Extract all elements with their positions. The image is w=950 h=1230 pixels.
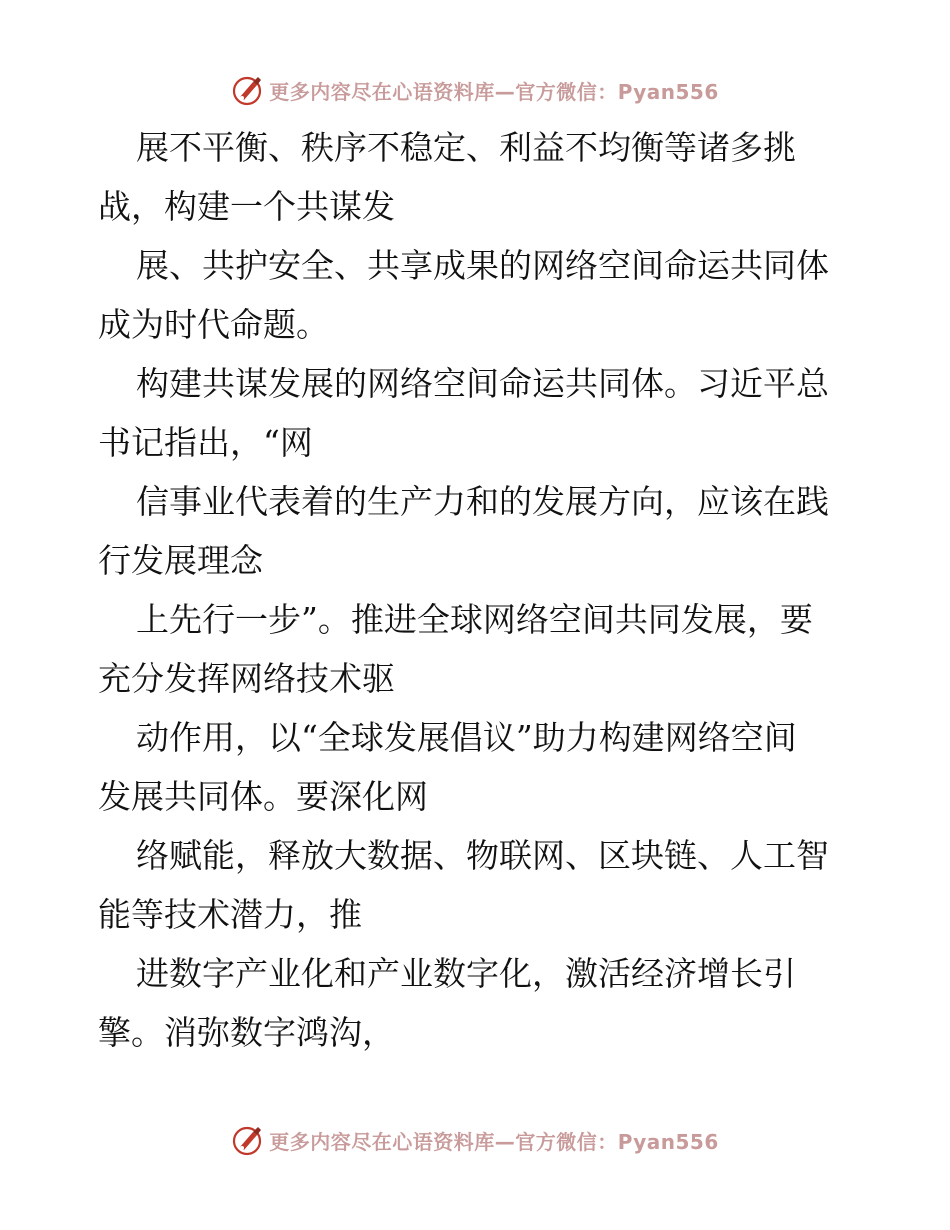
- body-line: 发展共同体。要深化网: [98, 777, 428, 816]
- body-line: 信事业代表着的生产力和的发展方向，应该在践: [136, 482, 829, 521]
- body-line: 行发展理念: [98, 541, 263, 580]
- body-line: 成为时代命题。: [98, 305, 329, 344]
- header-banner-text: 更多内容尽在心语资料库—官方微信：Pyan556: [269, 79, 719, 104]
- ink-pen-logo-icon: [231, 73, 265, 107]
- page-footer-banner: [0, 1120, 950, 1160]
- body-line: 战，构建一个共谋发: [98, 187, 395, 226]
- body-line: 络赋能，释放大数据、物联网、区块链、人工智: [136, 836, 829, 875]
- body-line: 动作用，以“全球发展倡议”助力构建网络空间: [136, 718, 797, 757]
- ink-pen-logo-icon: [231, 1123, 265, 1157]
- body-line: 擎。消弥数字鸿沟，: [98, 1013, 395, 1052]
- body-line: 构建共谋发展的网络空间命运共同体。习近平总: [136, 364, 829, 403]
- body-line: 能等技术潜力，推: [98, 895, 362, 934]
- body-line: 进数字产业化和产业数字化，激活经济增长引: [136, 954, 796, 993]
- body-line: 展、共护安全、共享成果的网络空间命运共同体: [136, 246, 829, 285]
- footer-banner-text: 更多内容尽在心语资料库—官方微信：Pyan556: [269, 1129, 719, 1154]
- document-body: [98, 118, 858, 1062]
- page-header-banner: [0, 70, 950, 110]
- body-line: 展不平衡、秩序不稳定、利益不均衡等诸多挑: [136, 128, 796, 167]
- body-line: 书记指出，“网: [98, 423, 313, 462]
- body-line: 充分发挥网络技术驱: [98, 659, 395, 698]
- body-line: 上先行一步”。推进全球网络空间共同发展，要: [136, 600, 813, 639]
